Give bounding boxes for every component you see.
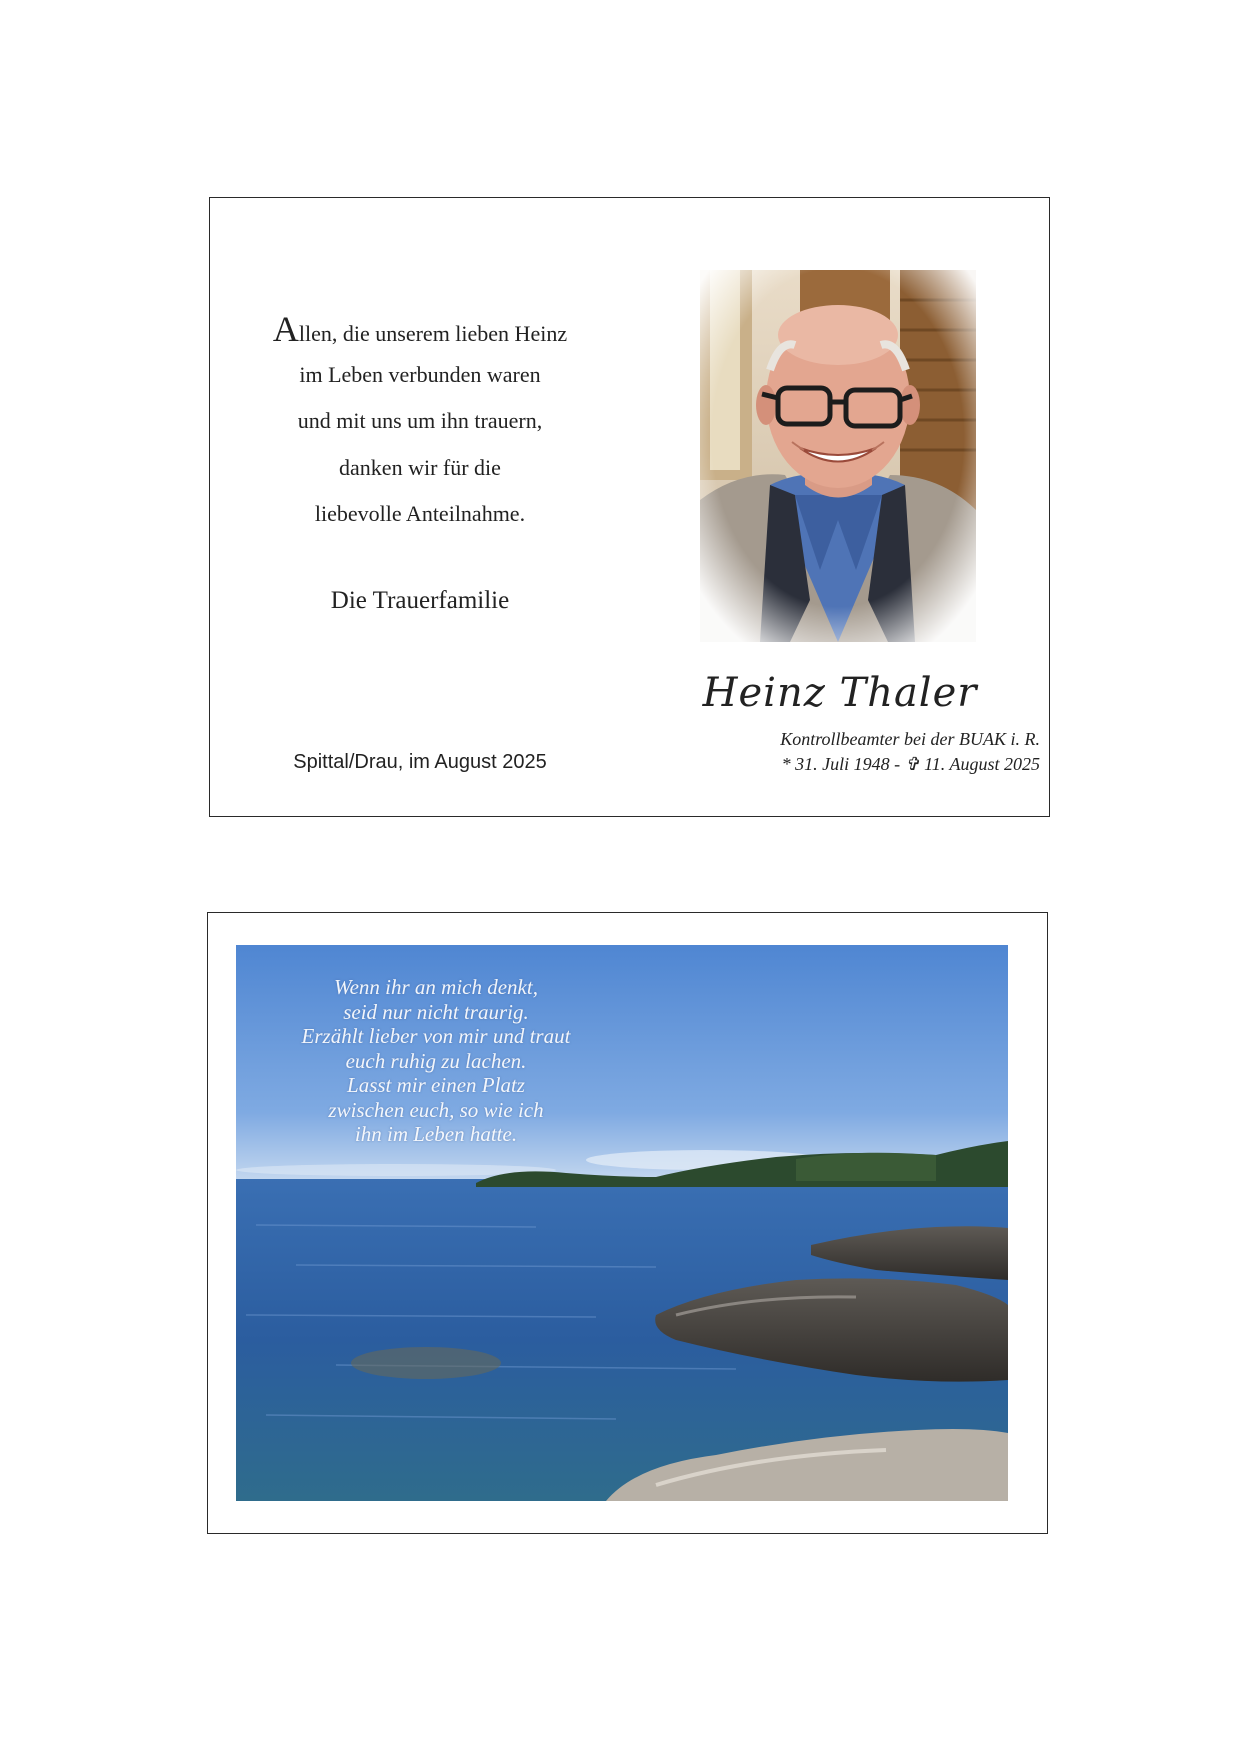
thanks-line-3: und mit uns um ihn trauern, (297, 408, 543, 433)
poem-line-5: Lasst mir einen Platz (347, 1073, 525, 1097)
thanks-line-4: danken wir für die (339, 455, 501, 480)
life-dates: * 31. Juli 1948 - ✞ 11. August 2025 (781, 754, 1040, 774)
poem-line-4: euch ruhig zu lachen. (345, 1048, 527, 1073)
poem-line-3: Erzählt lieber von mir und traut (301, 1024, 571, 1048)
occupation: Kontrollbeamter bei der BUAK i. R. (780, 729, 1040, 749)
poem-line-7: ihn im Leben hatte. (354, 1122, 518, 1146)
poem-line-6: zwischen euch, so wie ich (328, 1097, 544, 1122)
thanks-line-2: im Leben verbunden waren (299, 362, 541, 387)
place-date: Spittal/Drau, im August 2025 (293, 751, 547, 773)
poem-line-1: Wenn ihr an mich denkt, (334, 975, 538, 999)
portrait-photo (700, 270, 976, 642)
deceased-name: Heinz Thaler (702, 670, 978, 716)
family-signature: Die Trauerfamilie (330, 587, 510, 614)
thanks-line-5: liebevolle Anteilnahme. (314, 501, 526, 526)
poem (246, 975, 626, 1147)
poem-line-2: seid nur nicht traurig. (343, 999, 529, 1024)
thank-you-card-front (209, 197, 1050, 817)
drop-cap: A (272, 309, 299, 349)
thank-you-card-back (207, 912, 1048, 1534)
thanks-line-1: Allen, die unserem lieben Heinz (272, 309, 568, 349)
